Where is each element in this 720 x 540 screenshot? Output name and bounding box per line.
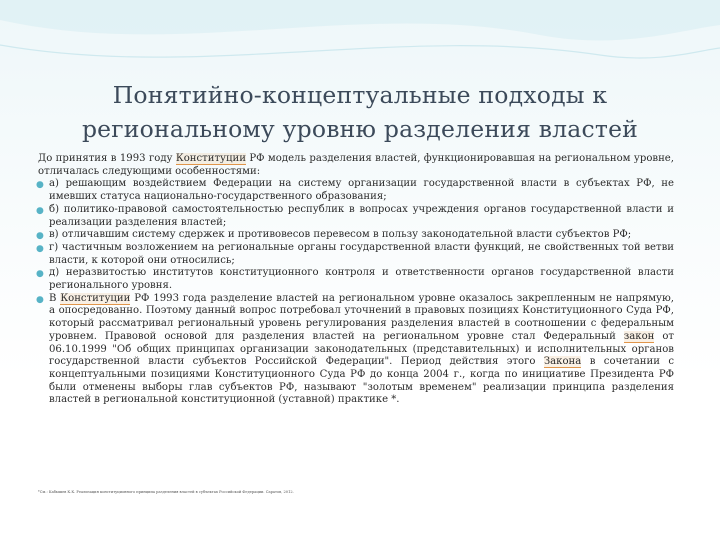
slide-body — [38, 153, 674, 407]
bullet-list — [38, 178, 674, 407]
last-bullet-text-3: от 06.10.1999 "Об общих принципах организации законодательных (представительных) и исполнительных органов государственной власти субъектов Российской Федерации". Период действия этого — [49, 330, 675, 368]
bullet-item-b — [38, 204, 674, 229]
slide-title — [30, 78, 690, 146]
footnote: *См.: Кабышев К.К. Реализация конституционного принципа разделения властей в субъектах Российской Федерации. Саратов, 2012. — [38, 490, 294, 494]
law-highlight: закон — [623, 330, 655, 342]
bullet-text: г) частичным возложением на региональные органы государственной власти функций, не свойственных той ветви власти, к которой они относились; — [49, 241, 674, 266]
bullet-item-c — [38, 229, 674, 242]
bullet-icon: ● — [36, 180, 44, 191]
intro-paragraph — [38, 153, 674, 178]
bullet-icon: ● — [36, 269, 44, 280]
bullet-text: б) политико-правовой самостоятельностью республик в вопросах учреждения органов государственной власти и реализации разделения властей; — [49, 203, 674, 228]
bullet-icon: ● — [36, 243, 44, 254]
slide-title-line-1: Понятийно-концептуальные подходы к — [112, 81, 608, 109]
bullet-item-d — [38, 242, 674, 267]
bullet-icon: ● — [36, 294, 44, 305]
bullet-icon: ● — [36, 231, 44, 242]
intro-text-after: РФ модель разделения властей, функционировавшая на региональном уровне, отличалась следующими особенностями: — [38, 153, 674, 177]
constitution-highlight: Конституции — [175, 153, 246, 164]
slide-title-line-2: региональному уровню разделения властей — [81, 115, 639, 143]
bullet-text: в) отличавшим систему сдержек и противовесов перевесом в пользу законодательной власти субъектов РФ; — [49, 229, 632, 241]
bullet-item-e — [38, 267, 674, 292]
bullet-icon: ● — [36, 205, 44, 216]
bullet-text: а) решающим воздействием Федерации на систему организации государственной власти в субъектах РФ, не имевших статуса национально-государственного образования; — [49, 178, 674, 203]
bullet-item-a — [38, 178, 674, 203]
intro-text-before: До принятия в 1993 году — [38, 153, 176, 164]
constitution-link-highlight: Конституции — [60, 292, 131, 304]
last-bullet-text-1: В — [49, 292, 61, 304]
law-capital-highlight: Закона — [543, 356, 582, 368]
decorative-wave — [0, 0, 720, 90]
bullet-item-constitution-1993 — [38, 293, 674, 407]
last-bullet-text-4: в сочетании с концептуальными позициями Конституционного Суда РФ до конца 2004 г., когда по инициативе Президента РФ были отменены выборы глав субъектов РФ, называют "золотым временем" реализации принципа разделения властей в региональной конституционной (уставной) практике *. — [49, 356, 674, 406]
last-bullet-text-2: РФ 1993 года разделение властей на региональном уровне оказалось закрепленным не напрямую, а опосредованно. Поэтому данный вопрос потребовал уточнений в правовых позициях Конституционного Суда РФ, который рассматривал региональный уровень регулирования разделения властей в соотношении с федеральным уровнем. Правовой основой для разделения властей на региональном уровне стал Федеральный — [49, 292, 674, 342]
bullet-text: д) неразвитостью институтов конституционного контроля и ответственности органов государственной власти регионального уровня. — [49, 267, 674, 292]
